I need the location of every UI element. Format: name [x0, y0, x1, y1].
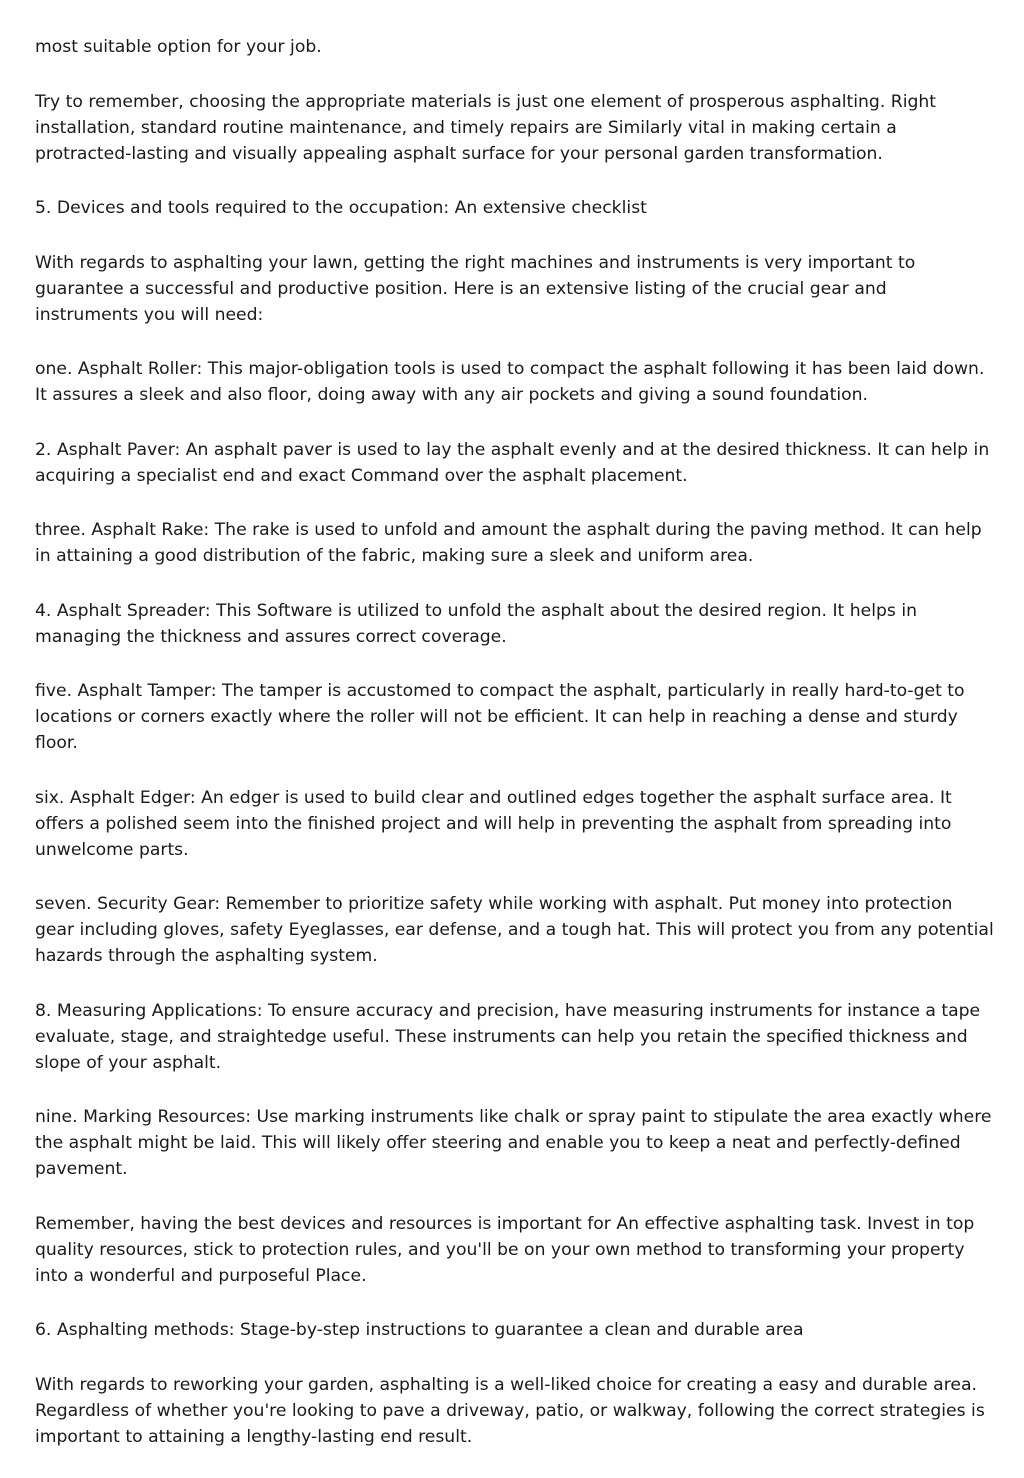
paragraph-materials-reminder: Try to remember, choosing the appropriate materials is just one element of prosperous asphalting. Right installation, standard routine maintenance, and timely repairs are Similarly vital in making certain a protracted-lasting and visually appealing asphalt surface for your personal garden transformation. [35, 91, 937, 164]
paragraph-tools-summary: Remember, having the best devices and resources is important for An effective asphalting task. Invest in top quality resources, stick to protection rules, and you'll be on your own method to transforming your property into a wonderful and purposeful Place. [35, 1213, 975, 1286]
list-item-marking-resources: nine. Marking Resources: Use marking instruments like chalk or spray paint to stipulate the area exactly where the asphalt might be laid. This will likely offer steering and enable you to keep a neat and perfectly-defined pavement. [35, 1107, 992, 1179]
paragraph-continuation: most suitable option for your job. [35, 37, 322, 57]
list-item-measuring-applications: 8. Measuring Applications: To ensure accuracy and precision, have measuring instruments for instance a tape evaluate, stage, and straightedge useful. These instruments can help you retain the specified thickness and slope of your asphalt. [35, 1000, 981, 1073]
document-body [35, 34, 995, 1478]
list-item-asphalt-spreader: 4. Asphalt Spreader: This Software is utilized to unfold the asphalt about the desired region. It helps in managing the thickness and assures correct coverage. [35, 600, 917, 647]
paragraph-tools-intro: With regards to asphalting your lawn, getting the right machines and instruments is very important to guarantee a successful and productive position. Here is an extensive listing of the crucial gear and instruments you will need: [35, 252, 916, 325]
list-item-asphalt-rake: three. Asphalt Rake: The rake is used to unfold and amount the asphalt during the paving method. It can help in attaining a good distribution of the fabric, making sure a sleek and uniform area. [35, 520, 982, 566]
section-heading-tools-checklist: 5. Devices and tools required to the occupation: An extensive checklist [35, 198, 647, 218]
list-item-asphalt-roller: one. Asphalt Roller: This major-obligation tools is used to compact the asphalt following it has been laid down. It assures a sleek and also floor, doing away with any air pockets and giving a sound foundation. [35, 359, 985, 405]
list-item-asphalt-paver: 2. Asphalt Paver: An asphalt paver is used to lay the asphalt evenly and at the desired thickness. It can help in acquiring a specialist end and exact Command over the asphalt placement. [35, 439, 990, 486]
list-item-asphalt-edger: six. Asphalt Edger: An edger is used to build clear and outlined edges together the asphalt surface area. It offers a polished seem into the finished project and will help in preventing the asphalt from spreading into unwelcome parts. [35, 787, 952, 860]
paragraph-methods-intro: With regards to reworking your garden, asphalting is a well-liked choice for creating a easy and durable area. Regardless of whether you're looking to pave a driveway, patio, or walkway, following the correct strategies is important to attaining a lengthy-lasting end result. [35, 1374, 985, 1447]
list-item-security-gear: seven. Security Gear: Remember to prioritize safety while working with asphalt. Put money into protection gear including gloves, safety Eyeglasses, ear defense, and a tough hat. This will protect you from any potential hazards through the asphalting system. [35, 894, 994, 966]
section-heading-asphalting-methods: 6. Asphalting methods: Stage-by-step instructions to guarantee a clean and durable area [35, 1320, 804, 1340]
list-item-asphalt-tamper: five. Asphalt Tamper: The tamper is accustomed to compact the asphalt, particularly in really hard-to-get to locations or corners exactly where the roller will not be efficient. It can help in reaching a dense and sturdy floor. [35, 681, 965, 753]
